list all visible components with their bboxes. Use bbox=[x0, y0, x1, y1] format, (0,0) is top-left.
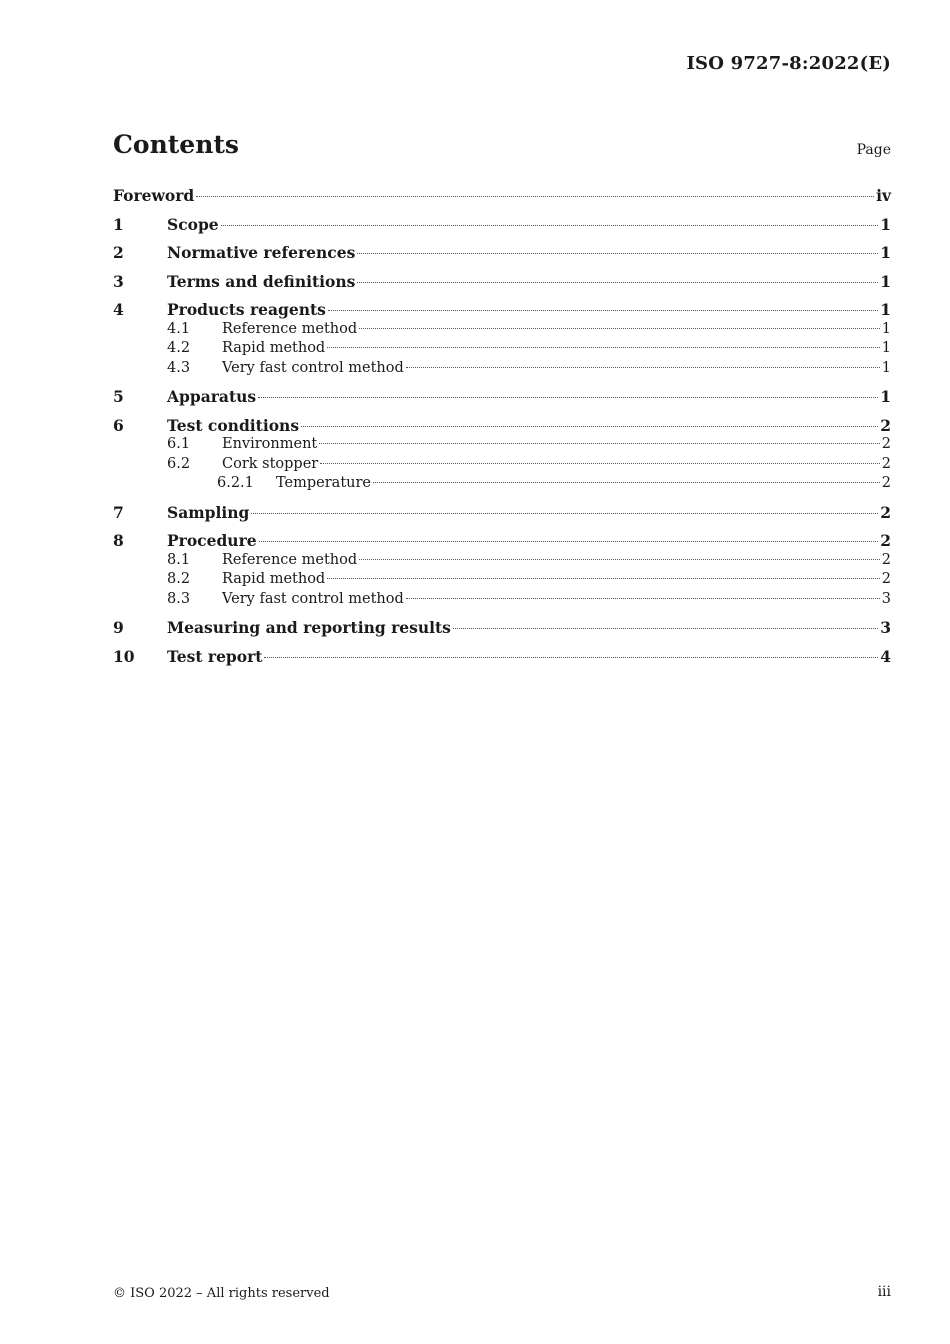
toc-entry-title: Rapid method bbox=[222, 571, 326, 587]
toc-dot-leader bbox=[357, 252, 878, 254]
toc-entry-title: Sampling bbox=[167, 502, 250, 522]
toc-entry-title: Apparatus bbox=[167, 387, 257, 406]
toc-dot-leader bbox=[264, 656, 878, 658]
toc-entry-page: 1 bbox=[880, 214, 891, 234]
toc-entry[interactable] bbox=[113, 320, 891, 340]
toc-entry-page: 2 bbox=[880, 502, 891, 522]
toc-entry-title: Terms and definitions bbox=[167, 271, 356, 291]
toc-entry-page: 2 bbox=[881, 571, 891, 587]
toc-entry-page: 1 bbox=[880, 387, 891, 406]
toc-entry-title: Reference method bbox=[222, 551, 358, 568]
toc-entry[interactable] bbox=[113, 416, 891, 436]
toc-entry-number: 10 bbox=[113, 646, 135, 666]
toc-dot-leader bbox=[327, 346, 880, 348]
toc-entry-page: 1 bbox=[881, 340, 891, 356]
toc-dot-leader bbox=[259, 540, 879, 542]
contents-title: Contents bbox=[113, 130, 240, 159]
toc-entry[interactable] bbox=[113, 359, 891, 379]
toc-entry[interactable] bbox=[113, 272, 891, 292]
toc-entry-number: 4.2 bbox=[167, 340, 191, 356]
toc-entry-title: Very fast control method bbox=[222, 590, 404, 607]
toc-entry[interactable] bbox=[113, 215, 891, 235]
toc-dot-leader bbox=[301, 425, 878, 427]
toc-dot-leader bbox=[406, 597, 880, 599]
document-id: ISO 9727-8:2022(E) bbox=[686, 53, 891, 74]
toc-entry-number: 7 bbox=[113, 502, 124, 522]
toc-entry-title: Normative references bbox=[167, 243, 356, 262]
toc-entry-number: 6.2.1 bbox=[217, 475, 254, 491]
toc-entry-page: 2 bbox=[881, 551, 891, 568]
toc-entry-number: 8.1 bbox=[167, 551, 191, 568]
toc-entry-number: 5 bbox=[113, 387, 124, 406]
page-column-label: Page bbox=[856, 142, 891, 158]
toc-entry[interactable] bbox=[113, 387, 891, 407]
toc-entry-page: 1 bbox=[880, 271, 891, 291]
toc-entry-page: 2 bbox=[880, 531, 891, 550]
toc-entry-page: 1 bbox=[881, 359, 891, 376]
footer-page-number: iii bbox=[877, 1284, 891, 1300]
toc-entry-title: Measuring and reporting results bbox=[167, 618, 451, 637]
toc-entry-page: 2 bbox=[881, 436, 891, 452]
toc-entry-page: 3 bbox=[881, 590, 891, 607]
toc-entry-number: 6 bbox=[113, 415, 124, 435]
table-of-contents bbox=[113, 184, 891, 666]
toc-entry-title: Scope bbox=[167, 214, 219, 234]
toc-entry[interactable] bbox=[113, 551, 891, 571]
toc-entry-title: Cork stopper bbox=[222, 455, 319, 472]
toc-entry-title: Environment bbox=[222, 436, 318, 452]
toc-entry-number: 4.1 bbox=[167, 320, 191, 337]
toc-entry-page: 2 bbox=[881, 475, 891, 491]
toc-entry[interactable] bbox=[113, 474, 891, 494]
toc-entry[interactable] bbox=[113, 243, 891, 263]
toc-dot-leader bbox=[196, 195, 874, 197]
toc-entry-page: iv bbox=[876, 186, 891, 205]
toc-dot-leader bbox=[221, 224, 879, 226]
toc-entry-title: Test conditions bbox=[167, 415, 300, 435]
toc-entry[interactable] bbox=[113, 590, 891, 610]
toc-entry-page: 1 bbox=[881, 320, 891, 337]
toc-entry[interactable] bbox=[113, 455, 891, 475]
toc-entry-title: Test report bbox=[167, 646, 263, 666]
toc-entry[interactable] bbox=[113, 435, 891, 455]
toc-entry-number: 4 bbox=[113, 300, 124, 319]
toc-entry[interactable] bbox=[113, 503, 891, 523]
toc-entry[interactable] bbox=[113, 618, 891, 638]
toc-dot-leader bbox=[258, 396, 878, 398]
toc-entry-number: 8.2 bbox=[167, 571, 191, 587]
toc-dot-leader bbox=[328, 309, 878, 311]
toc-entry-page: 2 bbox=[880, 415, 891, 435]
toc-entry-number: 9 bbox=[113, 618, 124, 637]
toc-entry-number: 8.3 bbox=[167, 590, 191, 607]
toc-dot-leader bbox=[453, 627, 878, 629]
toc-dot-leader bbox=[319, 442, 880, 444]
toc-dot-leader bbox=[359, 327, 880, 329]
toc-dot-leader bbox=[320, 462, 880, 464]
toc-entry-number: 3 bbox=[113, 271, 124, 291]
toc-entry-number: 6.2 bbox=[167, 455, 191, 472]
toc-dot-leader bbox=[357, 281, 878, 283]
toc-entry-title: Procedure bbox=[167, 531, 257, 550]
toc-entry-title: Temperature bbox=[276, 475, 371, 491]
toc-entry-number: 8 bbox=[113, 531, 124, 550]
footer-copyright: © ISO 2022 – All rights reserved bbox=[113, 1286, 330, 1301]
toc-entry[interactable] bbox=[113, 339, 891, 359]
toc-dot-leader bbox=[359, 558, 880, 560]
toc-entry[interactable] bbox=[113, 531, 891, 551]
toc-dot-leader bbox=[251, 512, 878, 514]
toc-entry-page: 3 bbox=[880, 618, 891, 637]
toc-entry[interactable] bbox=[113, 570, 891, 590]
toc-entry-page: 2 bbox=[881, 455, 891, 472]
toc-entry-title: Very fast control method bbox=[222, 359, 404, 376]
toc-entry-number: 4.3 bbox=[167, 359, 191, 376]
toc-entry-page: 1 bbox=[880, 243, 891, 262]
toc-entry-number: 6.1 bbox=[167, 436, 191, 452]
toc-entry-title: Products reagents bbox=[167, 300, 326, 319]
toc-entry[interactable] bbox=[113, 186, 891, 206]
toc-entry-number: 2 bbox=[113, 243, 124, 262]
toc-dot-leader bbox=[373, 481, 880, 483]
toc-entry-number: 1 bbox=[113, 214, 124, 234]
toc-dot-leader bbox=[406, 366, 880, 368]
toc-dot-leader bbox=[327, 577, 880, 579]
toc-entry-title: Foreword bbox=[113, 186, 195, 205]
toc-entry-title: Reference method bbox=[222, 320, 358, 337]
toc-entry[interactable] bbox=[113, 300, 891, 320]
toc-entry-title: Rapid method bbox=[222, 340, 326, 356]
toc-entry-page: 4 bbox=[880, 646, 891, 666]
toc-entry[interactable] bbox=[113, 647, 891, 667]
toc-entry-page: 1 bbox=[880, 300, 891, 319]
